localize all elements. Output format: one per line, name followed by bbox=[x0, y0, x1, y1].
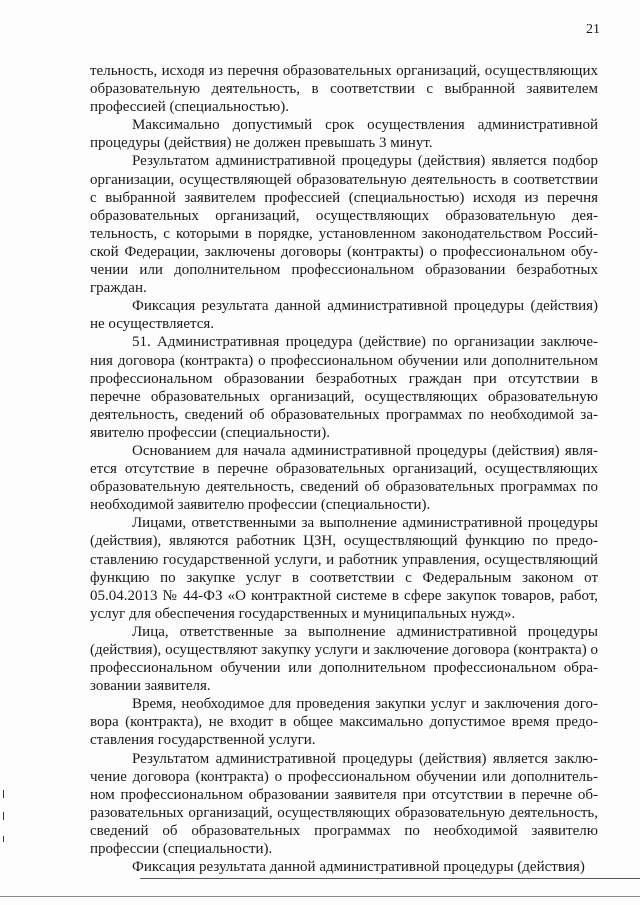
paragraph: Максимально допустимый срок осуществления административной процедуры (действия) не должен превышать 3 минут. bbox=[90, 117, 598, 152]
paragraph: Результатом административной процедуры (действия) является подбор организации, осуществляющей образовательную деятельность в соответствии с выбранной заявителем профессией (специальностью) исходя из перечня образовательных организаций, осуществляющих образовательную деятельность, с которыми в порядке, установленном законодательством Российской Федерации, заключены договоры (контракты) о профессиональном обучении или дополнительном профессиональном образовании безработных граждан. bbox=[90, 153, 598, 297]
paragraph: Время, необходимое для проведения закупки услуг и заключения договора (контракта), не входит в общее максимально допустимое время предоставления государственной услуги. bbox=[90, 696, 598, 749]
page-number: 21 bbox=[586, 22, 600, 37]
paragraph: тельность, исходя из перечня образовательных организаций, осуществляющих образовательную деятельность, в соответствии с выбранной заявителем профессией (специальностью). bbox=[90, 63, 598, 116]
paragraph: Лица, ответственные за выполнение административной процедуры (действия), осуществляют закупку услуги и заключение договора (контракта) о профессиональном обучении или дополнительном профессиональном образовании заявителя. bbox=[90, 623, 598, 695]
scan-margin-mark bbox=[3, 812, 4, 820]
document-body bbox=[90, 62, 598, 876]
scan-margin-mark bbox=[3, 790, 4, 798]
paragraph: 51. Административная процедура (действие) по организации заключения договора (контракта) о профессиональном обучении или дополнительном профессиональном образовании безработных граждан при отсутствии в перечне образовательных организаций, осуществляющих образовательную деятельность, сведений об образовательных программах по необходимой заявителю профессии (специальности). bbox=[90, 334, 598, 441]
paragraph: Результатом административной процедуры (действия) является заключение договора (контракта) о профессиональном обучении или дополнительном профессиональном образовании заявителя при отсутствии в перечне образовательных организаций, осуществляющих образовательную деятельность, сведений об образовательных программах по необходимой заявителю профессии (специальности). bbox=[90, 750, 598, 858]
footer-rule bbox=[140, 878, 640, 879]
paragraph: Лицами, ответственными за выполнение административной процедуры (действия), являются работник ЦЗН, осуществляющий функцию по предоставлению государственной услуги, и работник управления, осуществляющий функцию по закупке услуг в соответствии с Федеральным законом от 05.04.2013 № 44-ФЗ «О контрактной системе в сфере закупок товаров, работ, услуг для обеспечения государственных и муниципальных нужд». bbox=[90, 515, 598, 622]
paragraph: Основанием для начала административной процедуры (действия) является отсутствие в перечне образовательных организаций, осуществляющих образовательную деятельность, сведений об образовательных программах по необходимой заявителю профессии (специальности). bbox=[90, 442, 598, 514]
paragraph: Фиксация результата данной административной процедуры (действия) не осуществляется. bbox=[90, 298, 598, 333]
scan-margin-mark bbox=[3, 836, 4, 842]
scan-edge-line bbox=[0, 896, 640, 897]
paragraph: Фиксация результата данной административной процедуры (действия) bbox=[132, 859, 585, 876]
